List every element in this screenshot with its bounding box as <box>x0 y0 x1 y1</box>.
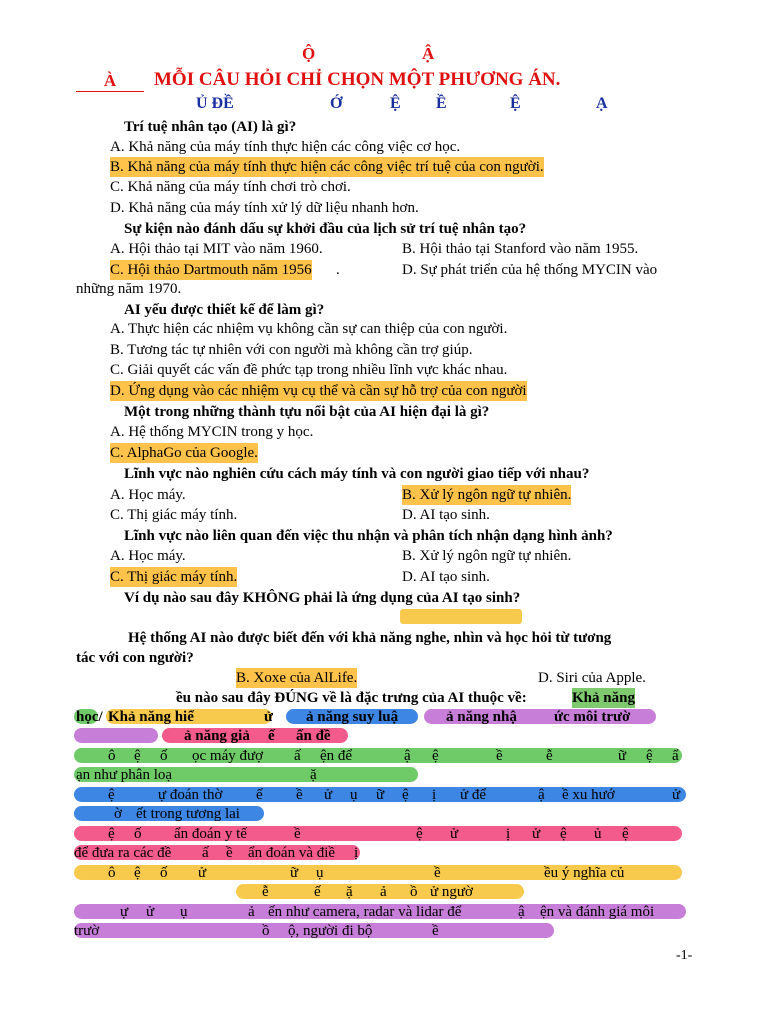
frag-p1-1: ố <box>134 826 142 842</box>
question-6: Lĩnh vực nào liên quan đến việc thu nhận và phân tích nhận dạng hình ảnh? <box>124 528 613 544</box>
frag-v1-2: ụ <box>180 904 188 920</box>
frag-y2-5: ử ngườ <box>430 884 473 900</box>
q9-l2-c: ử <box>264 709 274 725</box>
frag-g1-6: ậ <box>404 748 411 764</box>
question-5: Lĩnh vực nào nghiên cứu cách máy tính và con người giao tiếp với nhau? <box>124 466 590 482</box>
q5-option-c: C. Thị giác máy tính. <box>110 507 238 523</box>
frag-b1-0: ệ <box>108 787 115 803</box>
frag-p1-4: ệ <box>416 826 423 842</box>
header-sub-1: Ủ ĐỀ <box>196 95 234 112</box>
question-1: Trí tuệ nhân tạo (AI) là gì? <box>124 119 297 135</box>
header-char-1: Ộ <box>302 44 316 63</box>
frag-y1-4: ữ <box>290 865 299 881</box>
frag-b1-4: ử <box>324 787 333 803</box>
q5-option-a: A. Học máy. <box>110 487 186 503</box>
q3-option-c: C. Giải quyết các vấn đề phức tạp trong nhiều lĩnh vực khác nhau. <box>110 362 508 378</box>
frag-b1-6: ữ <box>376 787 385 803</box>
frag-y2-2: ặ <box>346 884 353 900</box>
question-2: Sự kiện nào đánh dấu sự khởi đầu của lịch sử trí tuệ nhân tạo? <box>124 221 527 237</box>
q2-option-c: C. Hội thảo Dartmouth năm 1956 <box>110 262 312 278</box>
frag-g1-12: ẩ <box>672 748 679 764</box>
frag-g1-8: ề <box>496 748 503 764</box>
frag-b1-9: ử để <box>460 787 487 803</box>
q5-option-b: B. Xử lý ngôn ngữ tự nhiên. <box>402 487 572 503</box>
frag-b1-12: ử <box>672 787 681 803</box>
frag-g2-0: ạn như phân loạ <box>76 767 173 783</box>
frag-p2-1: ấ <box>202 845 209 861</box>
frag-y1-5: ụ <box>316 865 324 881</box>
q3-option-d: D. Ứng dụng vào các nhiệm vụ cụ thể và cần sự hỗ trợ của con người <box>110 383 527 399</box>
bar-pink-row-1 <box>74 826 682 841</box>
frag-y2-0: ễ <box>262 884 269 900</box>
frag-p1-5: ử <box>450 826 459 842</box>
frag-v2-2: ộ, người đi bộ <box>288 923 373 939</box>
frag-g2-1: ặ <box>310 767 317 783</box>
q6-option-d: D. AI tạo sinh. <box>402 569 490 585</box>
frag-g1-9: ễ <box>546 748 553 764</box>
q2-option-b: B. Hội thảo tại Stanford vào năm 1955. <box>402 241 639 257</box>
frag-g1-7: ệ <box>432 748 439 764</box>
frag-g1-2: ố <box>160 748 168 764</box>
frag-g1-5: ện để <box>320 748 353 764</box>
frag-p1-2: ẩn đoán y tế <box>174 826 247 842</box>
frag-v1-3: ả <box>248 904 255 920</box>
q1-option-d: D. Khả năng của máy tính xử lý dữ liệu nhanh hơn. <box>110 200 419 216</box>
frag-y1-6: ề <box>434 865 441 881</box>
question-4: Một trong những thành tựu nổi bật của AI hiện đại là gì? <box>124 404 490 420</box>
q8-option-b: B. Xoxe của AlLife. <box>236 670 358 686</box>
question-8-cont: tác với con người? <box>76 650 194 666</box>
frag-y1-1: ệ <box>134 865 141 881</box>
q3-option-a: A. Thực hiện các nhiệm vụ không cần sự can thiệp của con người. <box>110 321 508 337</box>
frag-p1-8: ệ <box>560 826 567 842</box>
frag-v2-3: ề <box>432 923 439 939</box>
frag-p1-10: ệ <box>622 826 629 842</box>
q9-tail: Khả năng <box>572 690 635 706</box>
frag-p1-3: ề <box>294 826 301 842</box>
q8-option-d: D. Siri của Apple. <box>538 670 646 686</box>
frag-y1-2: ố <box>160 865 168 881</box>
frag-g1-3: ọc máy đượ <box>192 748 264 764</box>
q6-option-a: A. Học máy. <box>110 548 186 564</box>
q6-option-c: C. Thị giác máy tính. <box>110 569 238 585</box>
frag-y1-3: ử <box>198 865 207 881</box>
q9-l3-a: ả năng giả <box>184 728 250 744</box>
frag-b2-1: ết trong tương lai <box>136 806 240 822</box>
frag-b2-0: ờ <box>114 806 122 822</box>
frag-v1-4: ến như camera, radar và lidar để <box>268 904 462 920</box>
frag-p1-0: ệ <box>108 826 115 842</box>
frag-p2-2: ề <box>226 845 233 861</box>
q1-option-a: A. Khả năng của máy tính thực hiện các công việc cơ học. <box>110 139 461 155</box>
frag-b1-2: ế <box>256 787 263 803</box>
frag-v1-0: ự <box>120 904 129 920</box>
frag-y1-7: ều ý nghĩa củ <box>544 865 625 881</box>
q3-option-b: B. Tương tác tự nhiên với con người mà không cần trợ giúp. <box>110 342 473 358</box>
page-number: -1- <box>676 948 693 963</box>
q2-option-c-period: . <box>336 262 340 278</box>
frag-g1-10: ữ <box>618 748 627 764</box>
q6-option-b: B. Xử lý ngôn ngữ tự nhiên. <box>402 548 572 564</box>
frag-v2-0: trườ <box>74 923 100 939</box>
frag-v1-5: ậ <box>518 904 525 920</box>
frag-p1-6: ị <box>506 826 511 842</box>
highlight-block <box>400 609 522 624</box>
frag-g1-11: ệ <box>646 748 653 764</box>
frag-b1-3: ề <box>296 787 303 803</box>
frag-g1-0: ô <box>108 748 116 764</box>
frag-p1-7: ử <box>532 826 541 842</box>
header-sub-3: Ệ <box>390 95 401 112</box>
frag-p1-9: ủ <box>594 826 602 842</box>
q9-l3-c: ấn đề <box>296 728 331 744</box>
q9-l2-f: ức môi trườ <box>554 709 631 725</box>
question-7: Ví dụ nào sau đây KHÔNG phải là ứng dụng của AI tạo sinh? <box>124 590 521 606</box>
q2-option-a: A. Hội thảo tại MIT vào năm 1960. <box>110 241 323 257</box>
header-title: MỖI CÂU HỎI CHỈ CHỌN MỘT PHƯƠNG ÁN. <box>154 69 561 90</box>
frag-p2-4: ị <box>354 845 359 861</box>
frag-b1-7: ệ <box>402 787 409 803</box>
q1-option-b: B. Khả năng của máy tính thực hiện các công việc trí tuệ của con người. <box>110 159 544 175</box>
q9-l2-d: ả năng suy luậ <box>306 709 399 725</box>
frag-g1-1: ệ <box>134 748 141 764</box>
q9-l2-e: ả năng nhậ <box>446 709 517 725</box>
frag-y2-3: ả <box>380 884 387 900</box>
q9-l2-b: Khả năng hiể <box>108 709 194 725</box>
q4-option-c: C. AlphaGo của Google. <box>110 445 258 461</box>
frag-b1-10: ậ <box>538 787 545 803</box>
question-8: Hệ thống AI nào được biết đến với khả năng nghe, nhìn và học hỏi từ tương <box>128 630 612 646</box>
frag-y2-4: ồ <box>410 884 418 900</box>
question-9: ều nào sau đây ĐÚNG về là đặc trưng của AI thuộc về: <box>176 690 527 706</box>
question-3: AI yếu được thiết kế để làm gì? <box>124 302 325 318</box>
frag-v1-6: ện và đánh giá môi <box>540 904 655 920</box>
frag-b1-8: ị <box>432 787 437 803</box>
frag-g1-4: ấ <box>294 748 301 764</box>
header-sub-4: Ề <box>436 95 447 112</box>
q9-l3-b: ế <box>268 728 275 744</box>
frag-p2-0: để đưa ra các đề <box>74 845 172 861</box>
header-sub-6: Ạ <box>596 95 608 112</box>
frag-b1-5: ụ <box>350 787 358 803</box>
frag-y2-1: ế <box>314 884 321 900</box>
header-char-2: Ậ <box>422 44 435 63</box>
frag-b1-11: ề xu hướ <box>562 787 615 803</box>
q2-option-d-cont: những năm 1970. <box>76 281 182 297</box>
header-prefix: À <box>76 71 144 92</box>
frag-y1-0: ô <box>108 865 116 881</box>
frag-v1-1: ử <box>146 904 155 920</box>
frag-v2-1: ồ <box>262 923 270 939</box>
frag-p2-3: ẩn đoán và điề <box>248 845 336 861</box>
q4-option-a: A. Hệ thống MYCIN trong y học. <box>110 424 314 440</box>
q9-l2-a: học/ <box>76 709 103 725</box>
header-sub-5: Ệ <box>510 95 521 112</box>
q1-option-c: C. Khả năng của máy tính chơi trò chơi. <box>110 179 351 195</box>
q2-option-d: D. Sự phát triển của hệ thống MYCIN vào <box>402 262 658 278</box>
header-sub-2: Ớ <box>330 95 343 112</box>
q5-option-d: D. AI tạo sinh. <box>402 507 490 523</box>
bar-violet-2 <box>74 728 158 743</box>
frag-b1-1: ự đoán thờ <box>158 787 223 803</box>
